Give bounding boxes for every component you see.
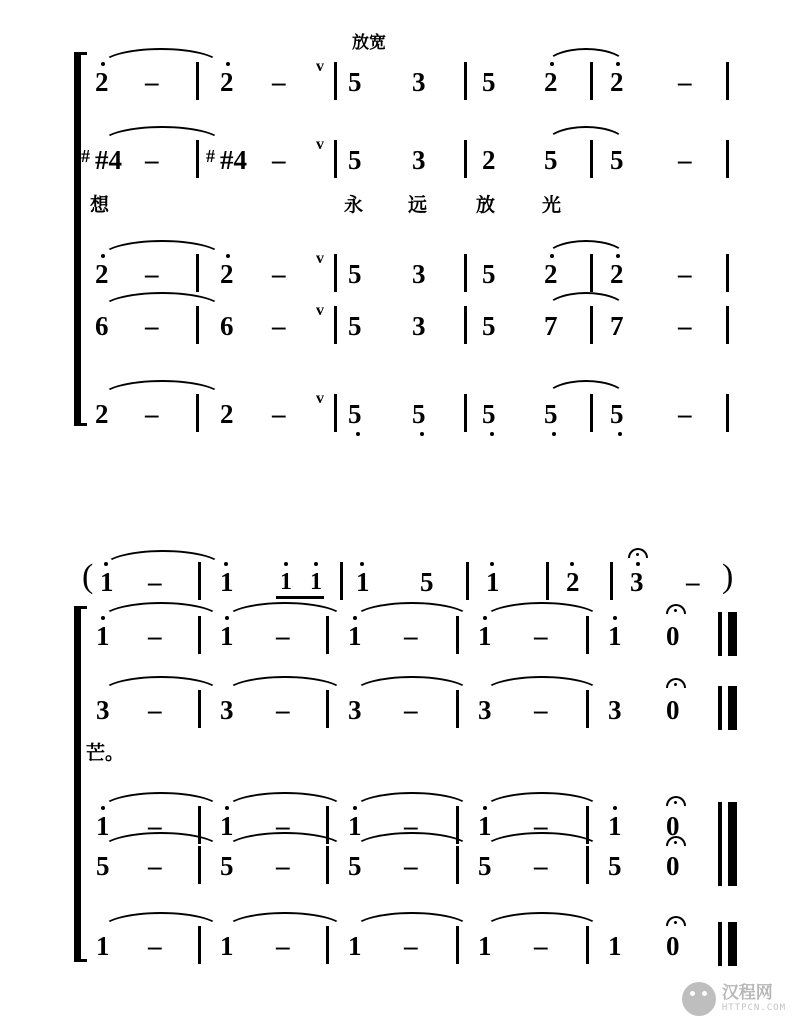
note: 2 bbox=[95, 399, 109, 429]
sustain-dash: – bbox=[534, 931, 548, 961]
barline bbox=[456, 616, 459, 654]
note: 1 bbox=[220, 811, 234, 841]
barline bbox=[586, 616, 589, 654]
octave-dot bbox=[490, 562, 494, 566]
slur bbox=[102, 550, 224, 568]
final-barline-thick bbox=[718, 612, 722, 656]
eighth-beam bbox=[276, 596, 324, 599]
slur bbox=[352, 676, 472, 694]
sustain-dash: – bbox=[272, 259, 286, 289]
note: 5 bbox=[478, 851, 492, 881]
note: 1 bbox=[608, 621, 622, 651]
octave-dot bbox=[636, 562, 640, 566]
sustain-dash: – bbox=[678, 145, 692, 175]
note: 7 bbox=[610, 311, 624, 341]
note: 2 bbox=[610, 259, 624, 289]
note: 3 bbox=[220, 695, 234, 725]
barline bbox=[326, 690, 329, 728]
final-barline-thin bbox=[728, 686, 737, 730]
note: 3 bbox=[608, 695, 622, 725]
sharp-accidental: # bbox=[206, 146, 215, 166]
fermata bbox=[666, 678, 686, 688]
watermark-logo-icon bbox=[682, 982, 716, 1016]
sustain-dash: – bbox=[404, 695, 418, 725]
sustain-dash: – bbox=[145, 311, 159, 341]
slur bbox=[482, 832, 602, 850]
octave-dot bbox=[360, 562, 364, 566]
sustain-dash: – bbox=[404, 851, 418, 881]
barline bbox=[456, 926, 459, 964]
note: 1 bbox=[220, 567, 234, 597]
final-barline-thin bbox=[728, 612, 737, 656]
final-barline-thin bbox=[728, 922, 737, 966]
note: 1 bbox=[96, 811, 110, 841]
breath-mark: v bbox=[316, 302, 324, 319]
final-barline-thin bbox=[728, 802, 737, 846]
note: 3 bbox=[96, 695, 110, 725]
octave-dot bbox=[570, 562, 574, 566]
octave-dot bbox=[483, 616, 487, 620]
barline bbox=[198, 562, 201, 600]
octave-dot bbox=[314, 562, 318, 566]
sustain-dash: – bbox=[276, 851, 290, 881]
fermata bbox=[666, 604, 686, 614]
barline bbox=[198, 926, 201, 964]
octave-dot bbox=[353, 616, 357, 620]
octave-dot bbox=[101, 616, 105, 620]
note: 5 bbox=[544, 145, 558, 175]
note: 5 bbox=[482, 399, 496, 429]
note: 5 bbox=[608, 851, 622, 881]
note: 5 bbox=[544, 399, 558, 429]
note: 5 bbox=[610, 399, 624, 429]
slur bbox=[482, 912, 602, 930]
note: 1 bbox=[478, 621, 492, 651]
sustain-dash: – bbox=[404, 811, 418, 841]
barline bbox=[466, 562, 469, 600]
fermata bbox=[666, 916, 686, 926]
note: 1 bbox=[280, 569, 292, 595]
note: 1 bbox=[608, 931, 622, 961]
lyric-char: 光 bbox=[542, 194, 562, 216]
fermata bbox=[628, 548, 648, 558]
slur bbox=[100, 792, 222, 810]
octave-dot bbox=[613, 616, 617, 620]
sustain-dash: – bbox=[276, 931, 290, 961]
breath-mark: v bbox=[316, 58, 324, 75]
sustain-dash: – bbox=[272, 311, 286, 341]
barline bbox=[586, 690, 589, 728]
note: 1 bbox=[96, 931, 110, 961]
sustain-dash: – bbox=[276, 621, 290, 651]
note: 2 bbox=[566, 567, 580, 597]
note: 2 bbox=[544, 67, 558, 97]
lyric-char: 远 bbox=[408, 194, 428, 216]
sustain-dash: – bbox=[678, 259, 692, 289]
watermark-url: HTTPCN.COM bbox=[721, 1003, 786, 1013]
barline bbox=[198, 616, 201, 654]
note: 1 bbox=[486, 567, 500, 597]
note: 5 bbox=[610, 145, 624, 175]
note: 5 bbox=[348, 851, 362, 881]
slur bbox=[100, 676, 222, 694]
slur bbox=[352, 792, 472, 810]
final-barline-thin bbox=[728, 842, 737, 886]
barline bbox=[326, 616, 329, 654]
fermata bbox=[666, 796, 686, 806]
final-barline-thick bbox=[718, 686, 722, 730]
watermark bbox=[682, 982, 786, 1016]
barline bbox=[340, 562, 343, 600]
note: 0 bbox=[666, 695, 680, 725]
fermata bbox=[666, 836, 686, 846]
note: 1 bbox=[608, 811, 622, 841]
sustain-dash: – bbox=[404, 621, 418, 651]
note: 0 bbox=[666, 811, 680, 841]
note: 2 bbox=[610, 67, 624, 97]
octave-dot bbox=[483, 806, 487, 810]
final-barline-thick bbox=[718, 922, 722, 966]
lyric-char: 芒。 bbox=[86, 742, 125, 764]
note: 0 bbox=[666, 621, 680, 651]
final-barline-thick bbox=[718, 802, 722, 846]
barline bbox=[546, 562, 549, 600]
note: 0 bbox=[666, 851, 680, 881]
sustain-dash: – bbox=[145, 399, 159, 429]
note: 5 bbox=[482, 311, 496, 341]
sustain-dash: – bbox=[678, 311, 692, 341]
barline bbox=[456, 690, 459, 728]
barline bbox=[586, 926, 589, 964]
note: 5 bbox=[220, 851, 234, 881]
sustain-dash: – bbox=[678, 67, 692, 97]
slur bbox=[482, 792, 602, 810]
note: 7 bbox=[544, 311, 558, 341]
sustain-dash: – bbox=[148, 695, 162, 725]
note: 2 bbox=[220, 399, 234, 429]
note: 3 bbox=[412, 311, 426, 341]
open-paren: ( bbox=[82, 558, 94, 595]
octave-dot bbox=[224, 562, 228, 566]
lyric-char: 放 bbox=[476, 194, 496, 216]
sustain-dash: – bbox=[148, 621, 162, 651]
note: 5 bbox=[420, 567, 434, 597]
note: #4 bbox=[220, 145, 247, 175]
sustain-dash: – bbox=[148, 567, 162, 597]
sustain-dash: – bbox=[276, 695, 290, 725]
barline bbox=[198, 846, 201, 884]
note: 1 bbox=[348, 931, 362, 961]
barline bbox=[326, 926, 329, 964]
sustain-dash: – bbox=[148, 931, 162, 961]
sharp-accidental: # bbox=[81, 146, 90, 166]
close-paren: ) bbox=[722, 558, 734, 595]
note: 1 bbox=[220, 621, 234, 651]
octave-dot bbox=[613, 806, 617, 810]
slur bbox=[100, 912, 222, 930]
note: 1 bbox=[356, 567, 370, 597]
note: 1 bbox=[220, 931, 234, 961]
note: 2 bbox=[220, 67, 234, 97]
note: 3 bbox=[412, 145, 426, 175]
note: #4 bbox=[95, 145, 122, 175]
note: 1 bbox=[100, 567, 114, 597]
octave-dot bbox=[225, 616, 229, 620]
lyric-char: 想 bbox=[90, 194, 110, 216]
lyric-char: 永 bbox=[344, 194, 364, 216]
note: 3 bbox=[412, 259, 426, 289]
note: 5 bbox=[482, 259, 496, 289]
barline bbox=[456, 846, 459, 884]
breath-mark: v bbox=[316, 136, 324, 153]
sustain-dash: – bbox=[272, 67, 286, 97]
watermark-site-name: 汉程网 bbox=[721, 983, 773, 1003]
octave-dot bbox=[284, 562, 288, 566]
note: 0 bbox=[666, 931, 680, 961]
note: 5 bbox=[482, 67, 496, 97]
slur bbox=[100, 602, 222, 620]
sustain-dash: – bbox=[145, 145, 159, 175]
breath-mark: v bbox=[316, 250, 324, 267]
sustain-dash: – bbox=[404, 931, 418, 961]
note: 6 bbox=[220, 311, 234, 341]
sustain-dash: – bbox=[276, 811, 290, 841]
note: 3 bbox=[630, 567, 644, 597]
slur bbox=[352, 912, 472, 930]
note: 2 bbox=[95, 67, 109, 97]
octave-dot bbox=[225, 806, 229, 810]
note: 1 bbox=[310, 569, 322, 595]
watermark-text bbox=[722, 985, 786, 1013]
note: 5 bbox=[96, 851, 110, 881]
slur bbox=[482, 602, 602, 620]
note: 2 bbox=[95, 259, 109, 289]
note: 5 bbox=[348, 311, 362, 341]
note: 1 bbox=[478, 931, 492, 961]
sustain-dash: – bbox=[686, 567, 700, 597]
sustain-dash: – bbox=[534, 851, 548, 881]
sustain-dash: – bbox=[534, 695, 548, 725]
barline bbox=[326, 846, 329, 884]
tempo-marking: 放宽 bbox=[352, 33, 386, 53]
sustain-dash: – bbox=[148, 811, 162, 841]
slur bbox=[352, 832, 472, 850]
note: 5 bbox=[348, 259, 362, 289]
sustain-dash: – bbox=[272, 145, 286, 175]
sustain-dash: – bbox=[272, 399, 286, 429]
octave-dot bbox=[104, 562, 108, 566]
octave-dot bbox=[353, 806, 357, 810]
sustain-dash: – bbox=[148, 851, 162, 881]
note: 6 bbox=[95, 311, 109, 341]
note: 2 bbox=[482, 145, 496, 175]
note: 1 bbox=[348, 811, 362, 841]
sustain-dash: – bbox=[145, 259, 159, 289]
sustain-dash: – bbox=[534, 621, 548, 651]
note: 1 bbox=[96, 621, 110, 651]
system-bracket bbox=[74, 606, 87, 962]
note: 3 bbox=[478, 695, 492, 725]
note: 3 bbox=[412, 67, 426, 97]
barline bbox=[610, 562, 613, 600]
sustain-dash: – bbox=[678, 399, 692, 429]
sustain-dash: – bbox=[534, 811, 548, 841]
note: 1 bbox=[348, 621, 362, 651]
note: 2 bbox=[544, 259, 558, 289]
note: 5 bbox=[348, 145, 362, 175]
breath-mark: v bbox=[316, 390, 324, 407]
slur bbox=[352, 602, 472, 620]
final-barline-thick bbox=[718, 842, 722, 886]
note: 5 bbox=[348, 67, 362, 97]
slur bbox=[482, 676, 602, 694]
slur bbox=[100, 832, 222, 850]
note: 5 bbox=[348, 399, 362, 429]
note: 2 bbox=[220, 259, 234, 289]
note: 5 bbox=[412, 399, 426, 429]
sustain-dash: – bbox=[145, 67, 159, 97]
barline bbox=[586, 846, 589, 884]
note: 3 bbox=[348, 695, 362, 725]
note: 1 bbox=[478, 811, 492, 841]
octave-dot bbox=[101, 806, 105, 810]
barline bbox=[198, 690, 201, 728]
